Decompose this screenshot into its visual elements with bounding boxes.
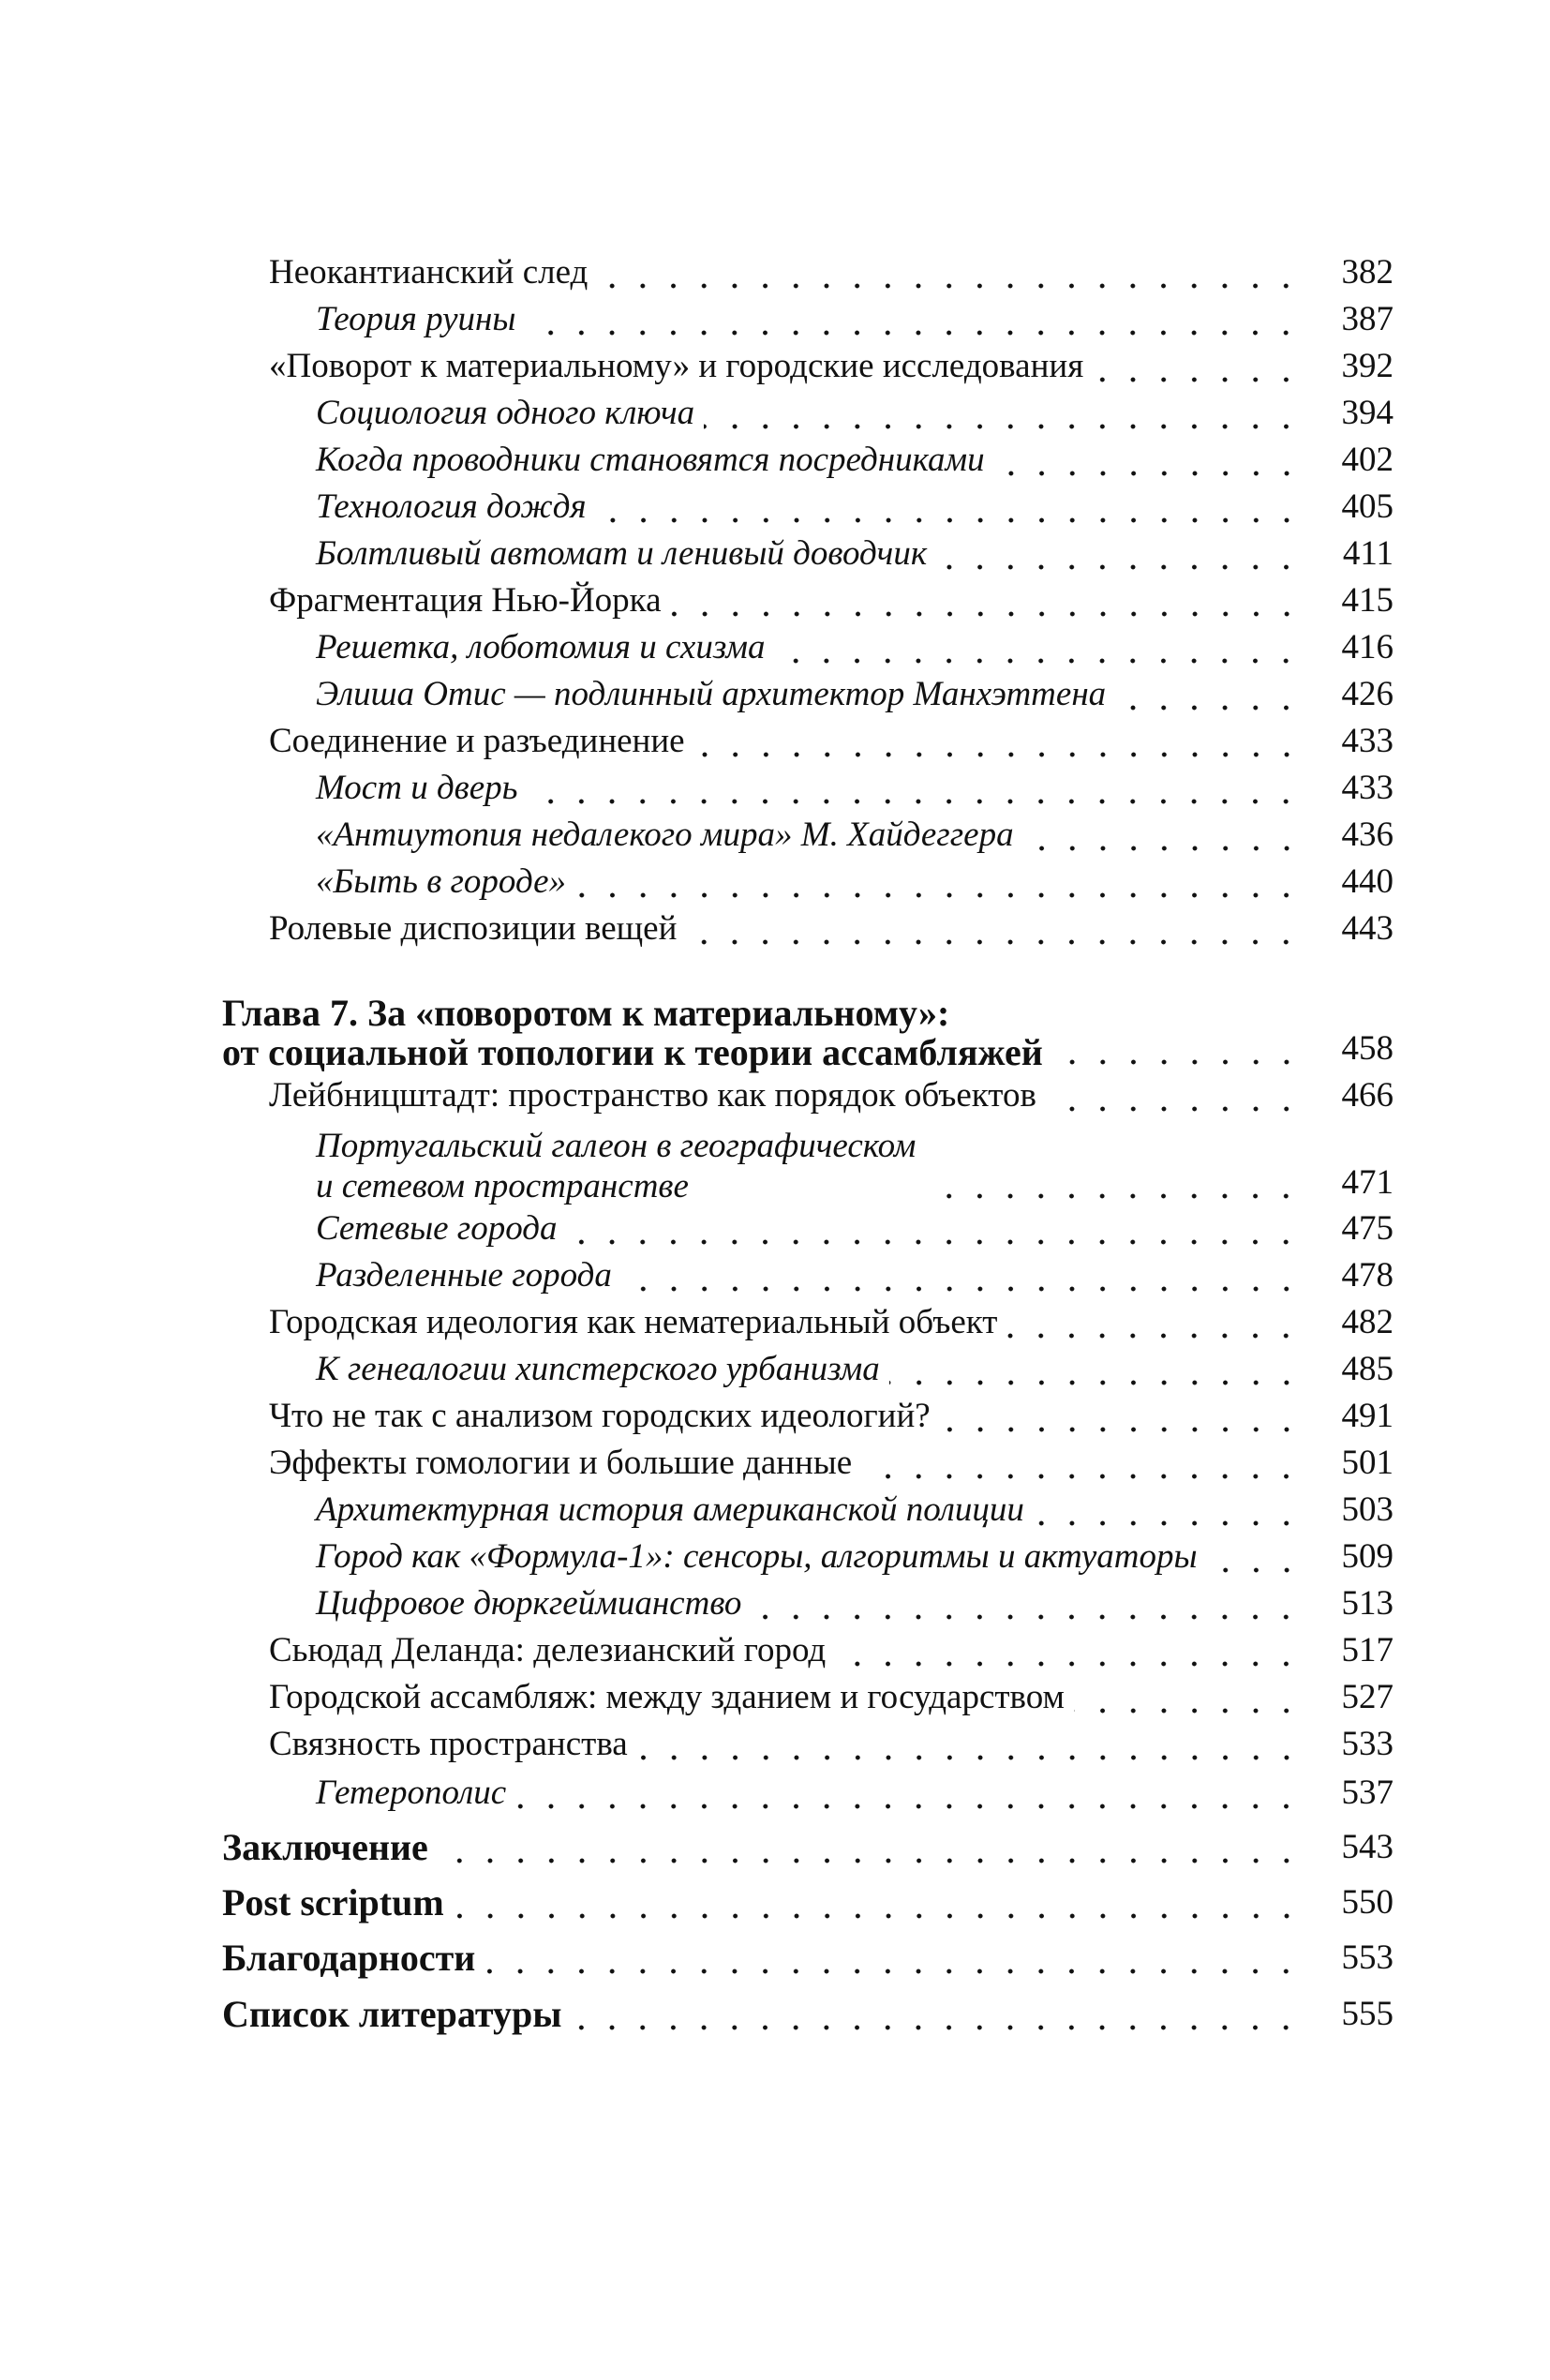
toc-entry-conclusion[interactable] <box>222 1824 1394 1871</box>
toc-entry-page: 415 <box>1341 581 1394 620</box>
toc-entry-page: 433 <box>1341 769 1394 807</box>
dot-leader <box>597 249 1302 296</box>
toc-entry[interactable] <box>316 1580 1394 1627</box>
toc-entry-title-line-1: Португальский галеон в географическом <box>316 1127 917 1165</box>
toc-entry[interactable] <box>316 812 1394 859</box>
toc-entry-title: Сетевые города <box>316 1209 558 1248</box>
dot-leader <box>704 390 1302 437</box>
toc-entry-title: Лейбницштадт: пространство как порядок объектов <box>269 1076 1036 1115</box>
toc-entry-page: 533 <box>1341 1725 1394 1763</box>
toc-entry[interactable] <box>316 1205 1394 1252</box>
toc-entry-title: Городской ассамбляж: между зданием и государством <box>269 1678 1065 1716</box>
toc-entry[interactable] <box>269 249 1394 296</box>
toc-entry-page: 382 <box>1341 253 1394 292</box>
toc-entry-title: Фрагментация Нью-Йорка <box>269 581 662 620</box>
toc-entry[interactable] <box>316 296 1394 343</box>
toc-entry-page: 440 <box>1341 862 1394 901</box>
toc-entry[interactable] <box>269 1627 1394 1674</box>
toc-entry-page: 471 <box>1341 1163 1394 1202</box>
toc-entry-page: 485 <box>1341 1350 1394 1388</box>
toc-entry[interactable] <box>269 1299 1394 1346</box>
dot-leader <box>596 484 1302 531</box>
toc-entry-title: К генеалогии хипстерского урбанизма <box>316 1350 880 1388</box>
toc-entry[interactable] <box>316 859 1394 906</box>
dot-leader <box>861 1440 1302 1487</box>
toc-entry-page: 411 <box>1342 534 1394 573</box>
dot-leader <box>1093 343 1302 390</box>
toc-entry-page: 491 <box>1341 1397 1394 1435</box>
dot-leader <box>515 1770 1302 1817</box>
dot-leader <box>1046 1072 1302 1119</box>
dot-leader <box>575 859 1302 906</box>
toc-entry-title: Заключение <box>222 1826 428 1868</box>
toc-entry-title: «Антиутопия недалекого мира» М. Хайдеггера <box>316 816 1014 854</box>
toc-entry[interactable] <box>316 531 1394 577</box>
toc-entry-page: 443 <box>1341 909 1394 948</box>
toc-entry-page: 478 <box>1341 1256 1394 1295</box>
dot-leader <box>527 765 1302 812</box>
toc-entry-title: Связность пространства <box>269 1725 628 1763</box>
dot-leader <box>936 531 1302 577</box>
toc-entry[interactable] <box>316 1346 1394 1393</box>
toc-entry[interactable] <box>316 1534 1394 1580</box>
toc-entry[interactable] <box>269 906 1394 952</box>
toc-entry-page: 405 <box>1341 487 1394 526</box>
toc-entry-title: Болтливый автомат и ленивый доводчик <box>316 534 928 573</box>
toc-entry-page: 436 <box>1341 816 1394 854</box>
toc-entry-page: 543 <box>1341 1828 1394 1866</box>
chapter-title-line-1: Глава 7. За «поворотом к материальному»: <box>222 992 950 1034</box>
dot-leader <box>1074 1674 1302 1721</box>
toc-entry[interactable] <box>316 624 1394 671</box>
toc-entry[interactable] <box>269 1721 1394 1768</box>
dot-leader <box>454 1879 1302 1926</box>
toc-entry-title: Элиша Отис — подлинный архитектор Манхэттена <box>316 675 1107 713</box>
toc-entry-title <box>316 1126 925 1206</box>
toc-entry-title: Когда проводники становятся посредниками <box>316 441 985 479</box>
toc-entry-title: «Поворот к материальному» и городские исследования <box>269 347 1084 385</box>
toc-entry-page: 509 <box>1341 1537 1394 1576</box>
toc-entry[interactable] <box>316 1119 1394 1206</box>
dot-leader <box>621 1252 1302 1299</box>
toc-entry[interactable] <box>269 1072 1394 1119</box>
dot-leader <box>1034 1487 1302 1534</box>
dot-leader <box>566 1205 1302 1252</box>
dot-leader <box>889 1346 1302 1393</box>
toc-entry[interactable] <box>316 484 1394 531</box>
toc-entry-title: Post scriptum <box>222 1881 444 1923</box>
toc-entry-title: Что не так с анализом городских идеологий? <box>269 1397 931 1435</box>
toc-entry[interactable] <box>316 1487 1394 1534</box>
toc-entry-title: Разделенные города <box>316 1256 612 1295</box>
toc-entry-title: Мост и дверь <box>316 769 518 807</box>
toc-entry-page: 482 <box>1341 1303 1394 1341</box>
toc-entry[interactable] <box>269 1674 1394 1721</box>
dot-leader <box>637 1721 1302 1768</box>
toc-entry-title: «Быть в городе» <box>316 862 567 901</box>
toc-entry-post-scriptum[interactable] <box>222 1879 1394 1926</box>
toc-entry-page: 392 <box>1341 347 1394 385</box>
dot-leader <box>484 1935 1302 1982</box>
chapter-7-heading[interactable] <box>222 985 1394 1072</box>
toc-entry-page: 433 <box>1341 722 1394 760</box>
toc-entry-page: 555 <box>1341 1995 1394 2033</box>
toc-entry[interactable] <box>269 343 1394 390</box>
dot-leader <box>940 1393 1302 1440</box>
toc-entry-title: Ролевые диспозиции вещей <box>269 909 678 948</box>
toc-entry-title: Городская идеология как нематериальный объект <box>269 1303 998 1341</box>
toc-entry-title: Сьюдад Деланда: делезианский город <box>269 1631 827 1669</box>
toc-entry[interactable] <box>316 437 1394 484</box>
toc-entry-title: Решетка, лоботомия и схизма <box>316 628 766 666</box>
toc-entry-page: 475 <box>1341 1209 1394 1248</box>
toc-entry-title-line-2: и сетевом пространстве <box>316 1167 689 1205</box>
toc-entry-title: Неокантианский след <box>269 253 589 292</box>
toc-entry-page: 517 <box>1341 1631 1394 1669</box>
toc-entry-bibliography[interactable] <box>222 1991 1394 2038</box>
toc-entry-title: Город как «Формула-1»: сенсоры, алгоритмы и актуаторы <box>316 1537 1198 1576</box>
toc-entry-title: Эффекты гомологии и большие данные <box>269 1444 853 1482</box>
dot-leader <box>571 1991 1302 2038</box>
dot-leader <box>438 1824 1302 1871</box>
toc-entry-page: 416 <box>1341 628 1394 666</box>
toc-entry-page: 550 <box>1341 1883 1394 1922</box>
toc-entry-title: Архитектурная история американской полиции <box>316 1490 1024 1529</box>
chapter-title <box>222 994 1052 1072</box>
toc-entry[interactable] <box>269 718 1394 765</box>
toc-entry-page: 503 <box>1341 1490 1394 1529</box>
dot-leader <box>671 577 1302 624</box>
dot-leader <box>686 906 1302 952</box>
toc-entry-title: Список литературы <box>222 1993 562 2035</box>
toc-entry-title: Благодарности <box>222 1937 476 1979</box>
toc-entry-page: 553 <box>1341 1938 1394 1977</box>
toc-entry-page: 466 <box>1341 1076 1394 1115</box>
toc-entry[interactable] <box>316 390 1394 437</box>
toc-entry-title: Цифровое дюркгеймианство <box>316 1584 742 1623</box>
toc-entry-title: Теория руины <box>316 300 516 338</box>
toc-entry-page: 513 <box>1341 1584 1394 1623</box>
toc-entry[interactable] <box>316 1252 1394 1299</box>
dot-leader <box>1052 1025 1302 1072</box>
toc-entry-title: Технология дождя <box>316 487 587 526</box>
toc-entry-page: 537 <box>1341 1774 1394 1812</box>
toc-entry[interactable] <box>269 1393 1394 1440</box>
dot-leader <box>835 1627 1302 1674</box>
toc-entry-title: Социология одного ключа <box>316 394 695 432</box>
dot-leader <box>994 437 1302 484</box>
toc-entry-page: 527 <box>1341 1678 1394 1716</box>
dot-leader <box>774 624 1302 671</box>
toc-entry-title: Соединение и разъединение <box>269 722 685 760</box>
toc-entry[interactable] <box>316 671 1394 718</box>
dot-leader <box>1207 1534 1302 1580</box>
toc-entry-page: 426 <box>1341 675 1394 713</box>
toc-entry[interactable] <box>316 765 1394 812</box>
toc-entry[interactable] <box>269 1440 1394 1487</box>
toc-entry-page: 394 <box>1341 394 1394 432</box>
dot-leader <box>751 1580 1302 1627</box>
dot-leader <box>525 296 1302 343</box>
dot-leader <box>1023 812 1302 859</box>
dot-leader <box>1115 671 1302 718</box>
toc-entry-title: Гетерополис <box>316 1774 507 1812</box>
toc-entry-page: 402 <box>1341 441 1394 479</box>
toc-entry-acknowledgements[interactable] <box>222 1935 1394 1982</box>
chapter-page: 458 <box>1341 1029 1394 1068</box>
dot-leader <box>694 718 1302 765</box>
dot-leader <box>925 1160 1302 1206</box>
toc-entry[interactable] <box>316 1770 1394 1817</box>
dot-leader <box>1006 1299 1302 1346</box>
toc-entry-page: 501 <box>1341 1444 1394 1482</box>
chapter-title-line-2: от социальной топологии к теории ассамбляжей <box>222 1031 1043 1073</box>
toc-entry-page: 387 <box>1341 300 1394 338</box>
toc-entry[interactable] <box>269 577 1394 624</box>
